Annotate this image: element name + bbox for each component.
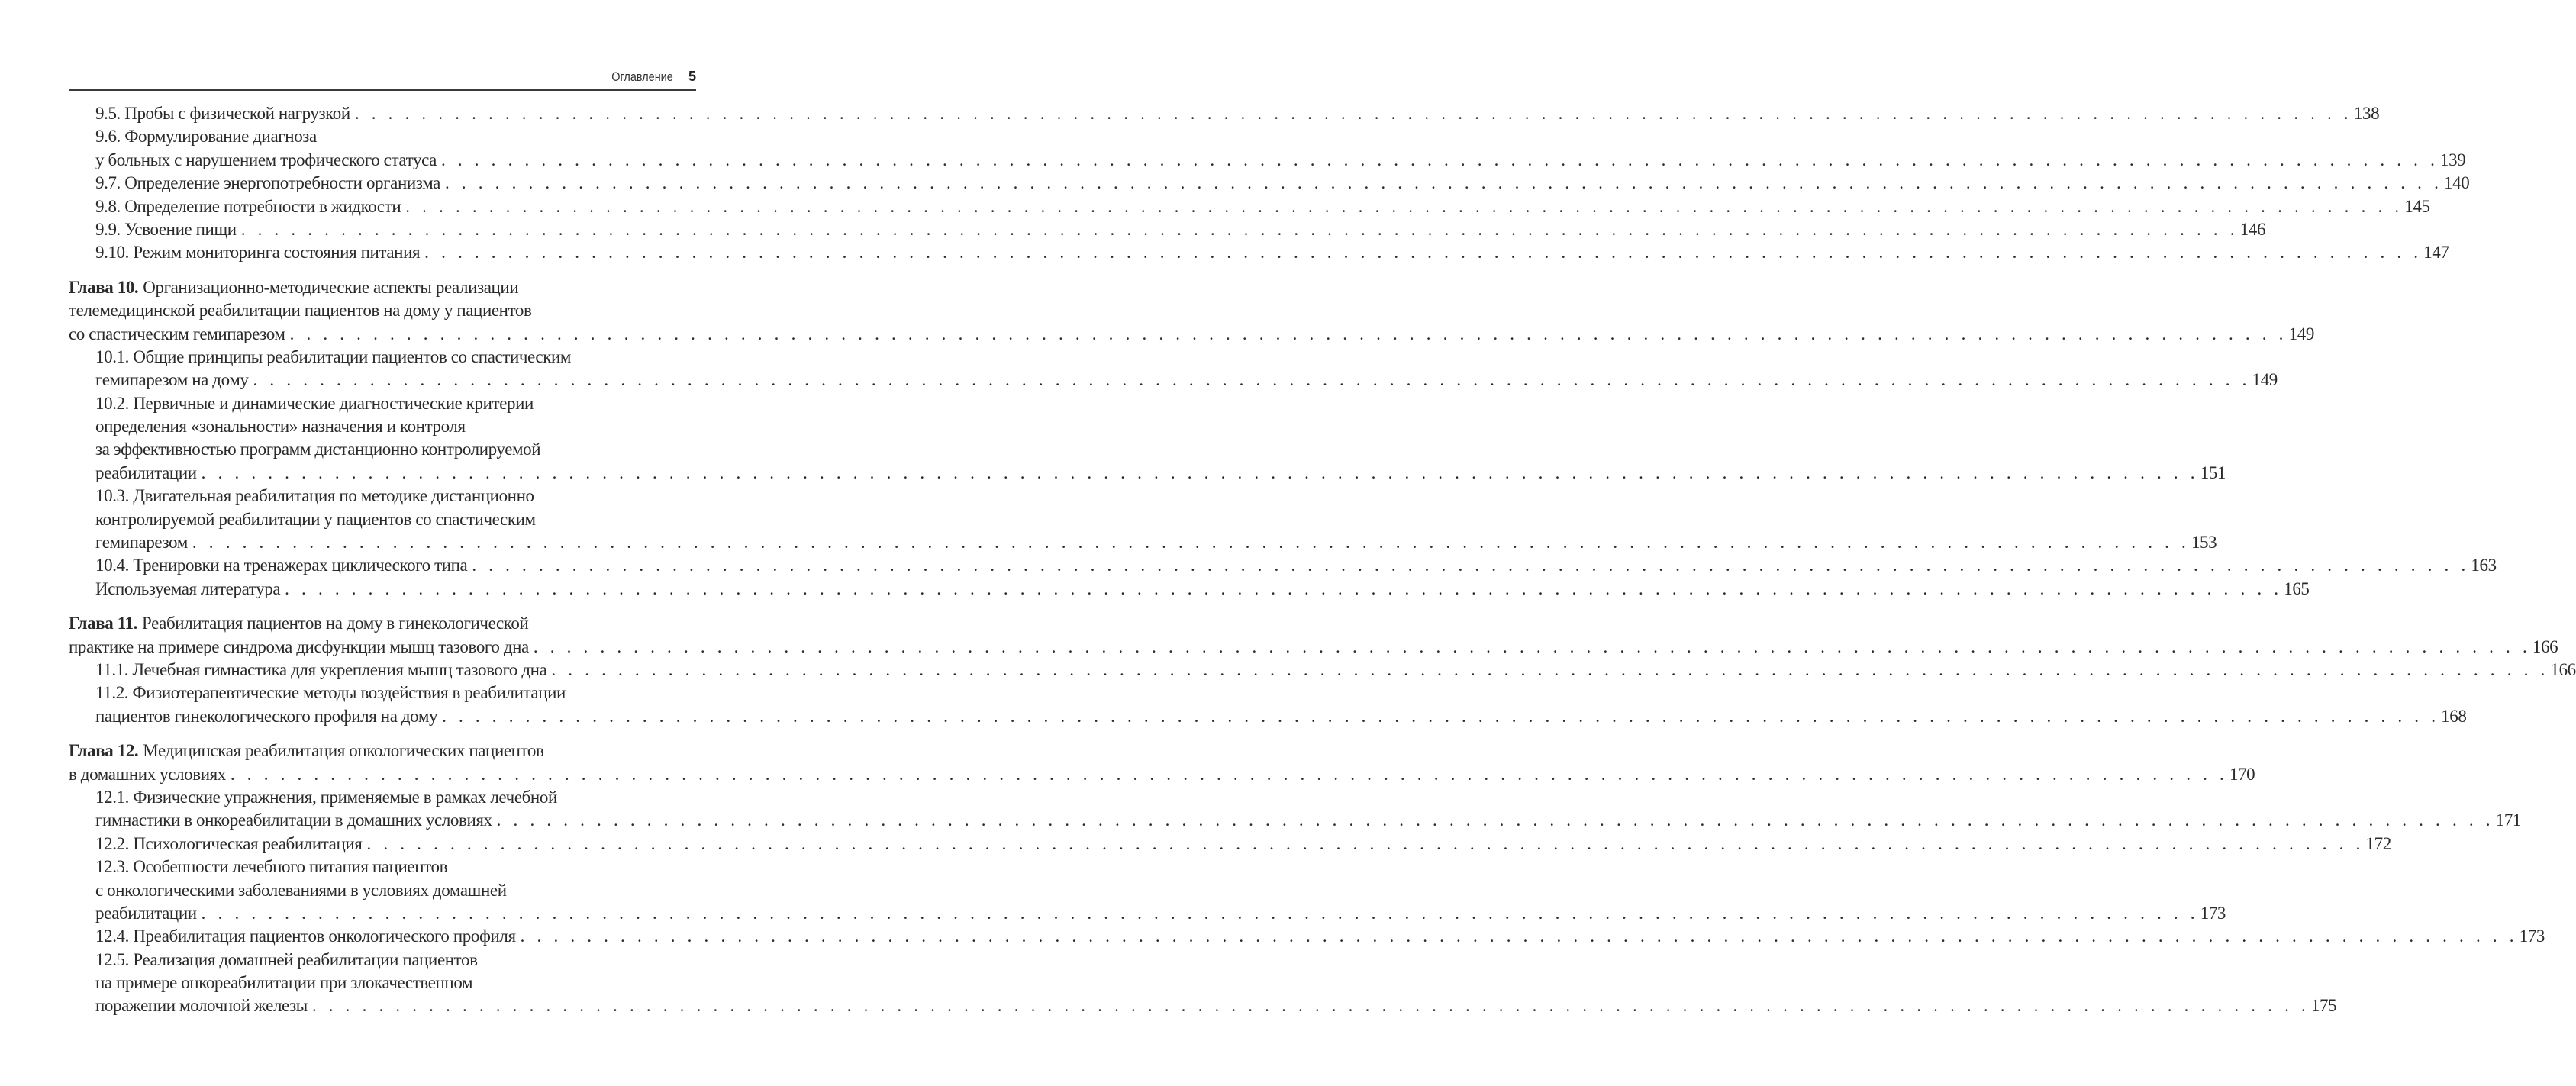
chapter-label: Глава 11. (69, 614, 137, 633)
toc-section-entry[interactable] (69, 218, 2266, 241)
toc-line (69, 323, 2314, 346)
entry-title-text: определения «зональности» назначения и контроля (95, 417, 466, 437)
toc-line (69, 531, 2217, 554)
toc-line (69, 902, 2226, 925)
entry-page-number: 166 (2532, 636, 2558, 656)
dot-leader: . . . . . . . . . . . . . . . . . . . . . . . . . . . . . . . . . . . . . . . . . . . . . . . . . . . . . . . . . . . . . . . . . . . . . . . . . . . . . . . . . . . . . . . . . . . . . . . . . . . . . . . . . . . . . . . . . . . . . . . . (405, 196, 2404, 216)
entry-title-text: 10.2. Первичные и динамические диагностические критерии (95, 393, 534, 413)
toc-section-entry[interactable] (69, 659, 2576, 682)
toc-line (69, 346, 696, 369)
page-number: 5 (688, 69, 696, 84)
toc-section-entry[interactable] (69, 346, 2278, 392)
entry-title-text: 9.5. Пробы с физической нагрузкой (95, 104, 350, 123)
entry-page-number: 140 (2444, 173, 2470, 193)
entry-page-number: 166 (2550, 659, 2576, 679)
entry-page-number: 175 (2310, 996, 2337, 1016)
toc-line (69, 172, 2470, 195)
toc-section-entry[interactable] (69, 172, 2470, 195)
toc-line (69, 994, 2337, 1017)
toc-section-entry[interactable] (69, 949, 2337, 1018)
entry-title-text: 10.3. Двигательная реабилитация по методике дистанционно (95, 486, 534, 506)
dot-leader: . . . . . . . . . . . . . . . . . . . . . . . . . . . . . . . . . . . . . . . . . . . . . . . . . . . . . . . . . . . . . . . . . . . . . . . . . . . . . . . . . . . . . . . . . . . . . . . . . . . . . . . . . . . . . . . . . . . . . . . . (424, 243, 2423, 263)
entry-page-number: 172 (2365, 833, 2391, 853)
entry-page-number: 149 (2288, 324, 2314, 343)
entry-page-number: 168 (2441, 706, 2467, 726)
toc-section-entry[interactable] (69, 392, 2226, 485)
toc-line (69, 705, 2467, 728)
chapter-label: Глава 12. (69, 741, 139, 761)
dot-leader: . . . . . . . . . . . . . . . . . . . . . . . . . . . . . . . . . . . . . . . . . . . . . . . . . . . . . . . . . . . . . . . . . . . . . . . . . . . . . . . . . . . . . . . . . . . . . . . . . . . . . . . . . . . . . . . . . . . . . . . . (442, 706, 2440, 726)
entry-page-number: 153 (2191, 533, 2217, 553)
toc-group (69, 612, 2576, 728)
toc-line (69, 682, 696, 704)
entry-title-text: 11.2. Физиотерапевтические методы воздействия в реабилитации (95, 683, 566, 703)
toc-line (69, 241, 2449, 264)
toc-line (69, 438, 696, 461)
entry-title-text: Используемая литература (95, 578, 281, 598)
entry-title-text: реабилитации (95, 903, 197, 923)
entry-title-text: телемедицинской реабилитации пациентов на дому у пациентов (69, 301, 532, 321)
dot-leader: . . . . . . . . . . . . . . . . . . . . . . . . . . . . . . . . . . . . . . . . . . . . . . . . . . . . . . . . . . . . . . . . . . . . . . . . . . . . . . . . . . . . . . . . . . . . . . . . . . . . . . . . . . . . . . . . . . . . . . . . (551, 659, 2549, 679)
toc-section-entry[interactable] (69, 554, 2497, 577)
toc-line (69, 809, 2522, 832)
entry-page-number: 139 (2440, 150, 2466, 169)
toc-line (69, 578, 2310, 601)
entry-title-text: у больных с нарушением трофического статуса (95, 150, 437, 169)
toc-section-entry[interactable] (69, 786, 2522, 833)
entry-page-number: 146 (2239, 219, 2266, 239)
entry-page-number: 149 (2252, 370, 2278, 390)
entry-title-text: со спастическим гемипарезом (69, 324, 285, 343)
entry-title-text: 11.1. Лечебная гимнастика для укрепления мышц тазового дна (95, 659, 547, 679)
entry-title-text: Организационно-методические аспекты реализации (143, 277, 519, 297)
dot-leader: . . . . . . . . . . . . . . . . . . . . . . . . . . . . . . . . . . . . . . . . . . . . . . . . . . . . . . . . . . . . . . . . . . . . . . . . . . . . . . . . . . . . . . . . . . . . . . . . . . . . . . . . . . . . . . . . . . . . . . . . (440, 150, 2439, 169)
entry-title-text: 12.1. Физические упражнения, применяемые в рамках лечебной (95, 787, 557, 807)
entry-title-text: 12.5. Реализация домашней реабилитации пациентов (95, 949, 478, 969)
dot-leader: . . . . . . . . . . . . . . . . . . . . . . . . . . . . . . . . . . . . . . . . . . . . . . . . . . . . . . . . . . . . . . . . . . . . . . . . . . . . . . . . . . . . . . . . . . . . . . . . . . . . . . . . . . . . . . . . . . . . . . . . (366, 833, 2365, 853)
running-header-title: Оглавление (611, 69, 673, 84)
entry-title-text: на примере онкореабилитации при злокачественном (95, 973, 473, 993)
dot-leader: . . . . . . . . . . . . . . . . . . . . . . . . . . . . . . . . . . . . . . . . . . . . . . . . . . . . . . . . . . . . . . . . . . . . . . . . . . . . . . . . . . . . . . . . . . . . . . . . . . . . . . . . . . . . . . . . . . . . . . . . (201, 903, 2199, 923)
toc-line (69, 740, 696, 762)
entry-title-text: 12.4. Преабилитация пациентов онкологического профиля (95, 926, 516, 946)
entry-title-text: гемипарезом на дому (95, 370, 249, 390)
toc-line (69, 125, 696, 148)
toc-line (69, 763, 2255, 786)
toc-line (69, 786, 696, 809)
entry-title-text: 10.4. Тренировки на тренажерах циклического типа (95, 556, 468, 575)
toc-line (69, 879, 696, 902)
toc-section-entry[interactable] (69, 578, 2310, 601)
entry-title-text: 10.1. Общие принципы реабилитации пациентов со спастическим (95, 346, 572, 366)
running-header (69, 64, 696, 91)
entry-page-number: 173 (2200, 903, 2226, 923)
entry-title-text: 9.9. Усвоение пищи (95, 219, 237, 239)
entry-page-number: 151 (2200, 462, 2226, 482)
toc-section-entry[interactable] (69, 125, 2466, 172)
dot-leader: . . . . . . . . . . . . . . . . . . . . . . . . . . . . . . . . . . . . . . . . . . . . . . . . . . . . . . . . . . . . . . . . . . . . . . . . . . . . . . . . . . . . . . . . . . . . . . . . . . . . . . . . . . . . . . . . . . . . . . . . (311, 996, 2310, 1016)
dot-leader: . . . . . . . . . . . . . . . . . . . . . . . . . . . . . . . . . . . . . . . . . . . . . . . . . . . . . . . . . . . . . . . . . . . . . . . . . . . . . . . . . . . . . . . . . . . . . . . . . . . . . . . . . . . . . . . . . . . . . . . . (472, 556, 2470, 575)
entry-title-text: реабилитации (95, 462, 197, 482)
table-of-contents (69, 102, 2576, 1030)
entry-title-text: 9.6. Формулирование диагноза (95, 127, 317, 147)
dot-leader: . . . . . . . . . . . . . . . . . . . . . . . . . . . . . . . . . . . . . . . . . . . . . . . . . . . . . . . . . . . . . . . . . . . . . . . . . . . . . . . . . . . . . . . . . . . . . . . . . . . . . . . . . . . . . . . . . . . . . . . . (201, 462, 2199, 482)
entry-page-number: 147 (2423, 243, 2449, 263)
entry-title-text: за эффективностью программ дистанционно контролируемой (95, 440, 541, 459)
toc-line (69, 392, 696, 415)
toc-group (69, 102, 2470, 265)
toc-chapter-entry[interactable] (69, 276, 2314, 346)
toc-chapter-entry[interactable] (69, 740, 2255, 786)
toc-section-entry[interactable] (69, 682, 2467, 728)
chapter-label: Глава 10. (69, 277, 139, 297)
toc-line (69, 485, 696, 508)
toc-line (69, 554, 2497, 577)
toc-line (69, 636, 2558, 659)
entry-page-number: 138 (2353, 104, 2380, 123)
toc-group (69, 740, 2545, 1018)
dot-leader: . . . . . . . . . . . . . . . . . . . . . . . . . . . . . . . . . . . . . . . . . . . . . . . . . . . . . . . . . . . . . . . . . . . . . . . . . . . . . . . . . . . . . . . . . . . . . . . . . . . . . . . . . . . . . . . . . . . . . . . . (354, 104, 2352, 123)
toc-line (69, 856, 696, 878)
entry-title-text: пациентов гинекологического профиля на дому (95, 706, 438, 726)
entry-page-number: 171 (2495, 810, 2522, 830)
toc-line (69, 462, 2226, 485)
entry-title-text: практике на примере синдрома дисфункции мышц тазового дна (69, 636, 529, 656)
entry-title-text: 9.7. Определение энергопотребности организма (95, 173, 440, 193)
dot-leader: . . . . . . . . . . . . . . . . . . . . . . . . . . . . . . . . . . . . . . . . . . . . . . . . . . . . . . . . . . . . . . . . . . . . . . . . . . . . . . . . . . . . . . . . . . . . . . . . . . . . . . . . . . . . . . . . . . . . . . . . (520, 926, 2518, 946)
dot-leader: . . . . . . . . . . . . . . . . . . . . . . . . . . . . . . . . . . . . . . . . . . . . . . . . . . . . . . . . . . . . . . . . . . . . . . . . . . . . . . . . . . . . . . . . . . . . . . . . . . . . . . . . . . . . . . . . . . . . . . . . (253, 370, 2251, 390)
dot-leader: . . . . . . . . . . . . . . . . . . . . . . . . . . . . . . . . . . . . . . . . . . . . . . . . . . . . . . . . . . . . . . . . . . . . . . . . . . . . . . . . . . . . . . . . . . . . . . . . . . . . . . . . . . . . . . . . . . . . . . . . (496, 810, 2494, 830)
toc-section-entry[interactable] (69, 102, 2380, 125)
entry-title-text: 9.8. Определение потребности в жидкости (95, 196, 401, 216)
dot-leader: . . . . . . . . . . . . . . . . . . . . . . . . . . . . . . . . . . . . . . . . . . . . . . . . . . . . . . . . . . . . . . . . . . . . . . . . . . . . . . . . . . . . . . . . . . . . . . . . . . . . . . . . . . . . . . . . . . . . . . . . (285, 578, 2283, 598)
toc-line (69, 299, 696, 322)
dot-leader: . . . . . . . . . . . . . . . . . . . . . . . . . . . . . . . . . . . . . . . . . . . . . . . . . . . . . . . . . . . . . . . . . . . . . . . . . . . . . . . . . . . . . . . . . . . . . . . . . . . . . . . . . . . . . . . . . . . . . . . . (240, 219, 2239, 239)
toc-section-entry[interactable] (69, 241, 2449, 264)
toc-line (69, 195, 2430, 218)
entry-title-text: контролируемой реабилитации у пациентов со спастическим (95, 509, 536, 529)
entry-page-number: 145 (2404, 196, 2430, 216)
toc-line (69, 508, 696, 531)
dot-leader: . . . . . . . . . . . . . . . . . . . . . . . . . . . . . . . . . . . . . . . . . . . . . . . . . . . . . . . . . . . . . . . . . . . . . . . . . . . . . . . . . . . . . . . . . . . . . . . . . . . . . . . . . . . . . . . . . . . . . . . . (230, 764, 2228, 784)
dot-leader: . . . . . . . . . . . . . . . . . . . . . . . . . . . . . . . . . . . . . . . . . . . . . . . . . . . . . . . . . . . . . . . . . . . . . . . . . . . . . . . . . . . . . . . . . . . . . . . . . . . . . . . . . . . . . . . . . . . . . . . . (533, 636, 2531, 656)
toc-section-entry[interactable] (69, 925, 2545, 948)
entry-title-text: гимнастики в онкореабилитации в домашних условиях (95, 810, 492, 830)
toc-line (69, 102, 2380, 125)
toc-section-entry[interactable] (69, 833, 2391, 856)
toc-line (69, 612, 696, 635)
toc-line (69, 415, 696, 438)
toc-section-entry[interactable] (69, 195, 2430, 218)
entry-title-text: Реабилитация пациентов на дому в гинекологической (142, 614, 529, 633)
entry-page-number: 173 (2519, 926, 2545, 946)
toc-line (69, 149, 2466, 172)
toc-line (69, 369, 2278, 392)
entry-title-text: 12.2. Психологическая реабилитация (95, 833, 363, 853)
entry-page-number: 163 (2471, 556, 2497, 575)
toc-section-entry[interactable] (69, 856, 2226, 925)
toc-line (69, 659, 2576, 682)
dot-leader: . . . . . . . . . . . . . . . . . . . . . . . . . . . . . . . . . . . . . . . . . . . . . . . . . . . . . . . . . . . . . . . . . . . . . . . . . . . . . . . . . . . . . . . . . . . . . . . . . . . . . . . . . . . . . . . . . . . . . . . . (289, 324, 2287, 343)
toc-line (69, 972, 696, 994)
toc-line (69, 925, 2545, 948)
dot-leader: . . . . . . . . . . . . . . . . . . . . . . . . . . . . . . . . . . . . . . . . . . . . . . . . . . . . . . . . . . . . . . . . . . . . . . . . . . . . . . . . . . . . . . . . . . . . . . . . . . . . . . . . . . . . . . . . . . . . . . . . (192, 533, 2190, 553)
entry-title-text: 12.3. Особенности лечебного питания пациентов (95, 857, 448, 877)
dot-leader: . . . . . . . . . . . . . . . . . . . . . . . . . . . . . . . . . . . . . . . . . . . . . . . . . . . . . . . . . . . . . . . . . . . . . . . . . . . . . . . . . . . . . . . . . . . . . . . . . . . . . . . . . . . . . . . . . . . . . . . . (444, 173, 2443, 193)
toc-line (69, 949, 696, 972)
toc-chapter-entry[interactable] (69, 612, 2558, 659)
entry-title-text: в домашних условиях (69, 764, 226, 784)
entry-page-number: 170 (2229, 764, 2255, 784)
entry-title-text: 9.10. Режим мониторинга состояния питания (95, 243, 421, 263)
entry-page-number: 165 (2284, 578, 2310, 598)
toc-line (69, 833, 2391, 856)
toc-section-entry[interactable] (69, 485, 2217, 554)
entry-title-text: гемипарезом (95, 533, 188, 553)
entry-title-text: Медицинская реабилитация онкологических пациентов (143, 741, 544, 761)
entry-title-text: поражении молочной железы (95, 996, 308, 1016)
toc-line (69, 276, 696, 299)
entry-title-text: с онкологическими заболеваниями в условиях домашней (95, 880, 507, 900)
toc-group (69, 276, 2497, 601)
toc-line (69, 218, 2266, 241)
